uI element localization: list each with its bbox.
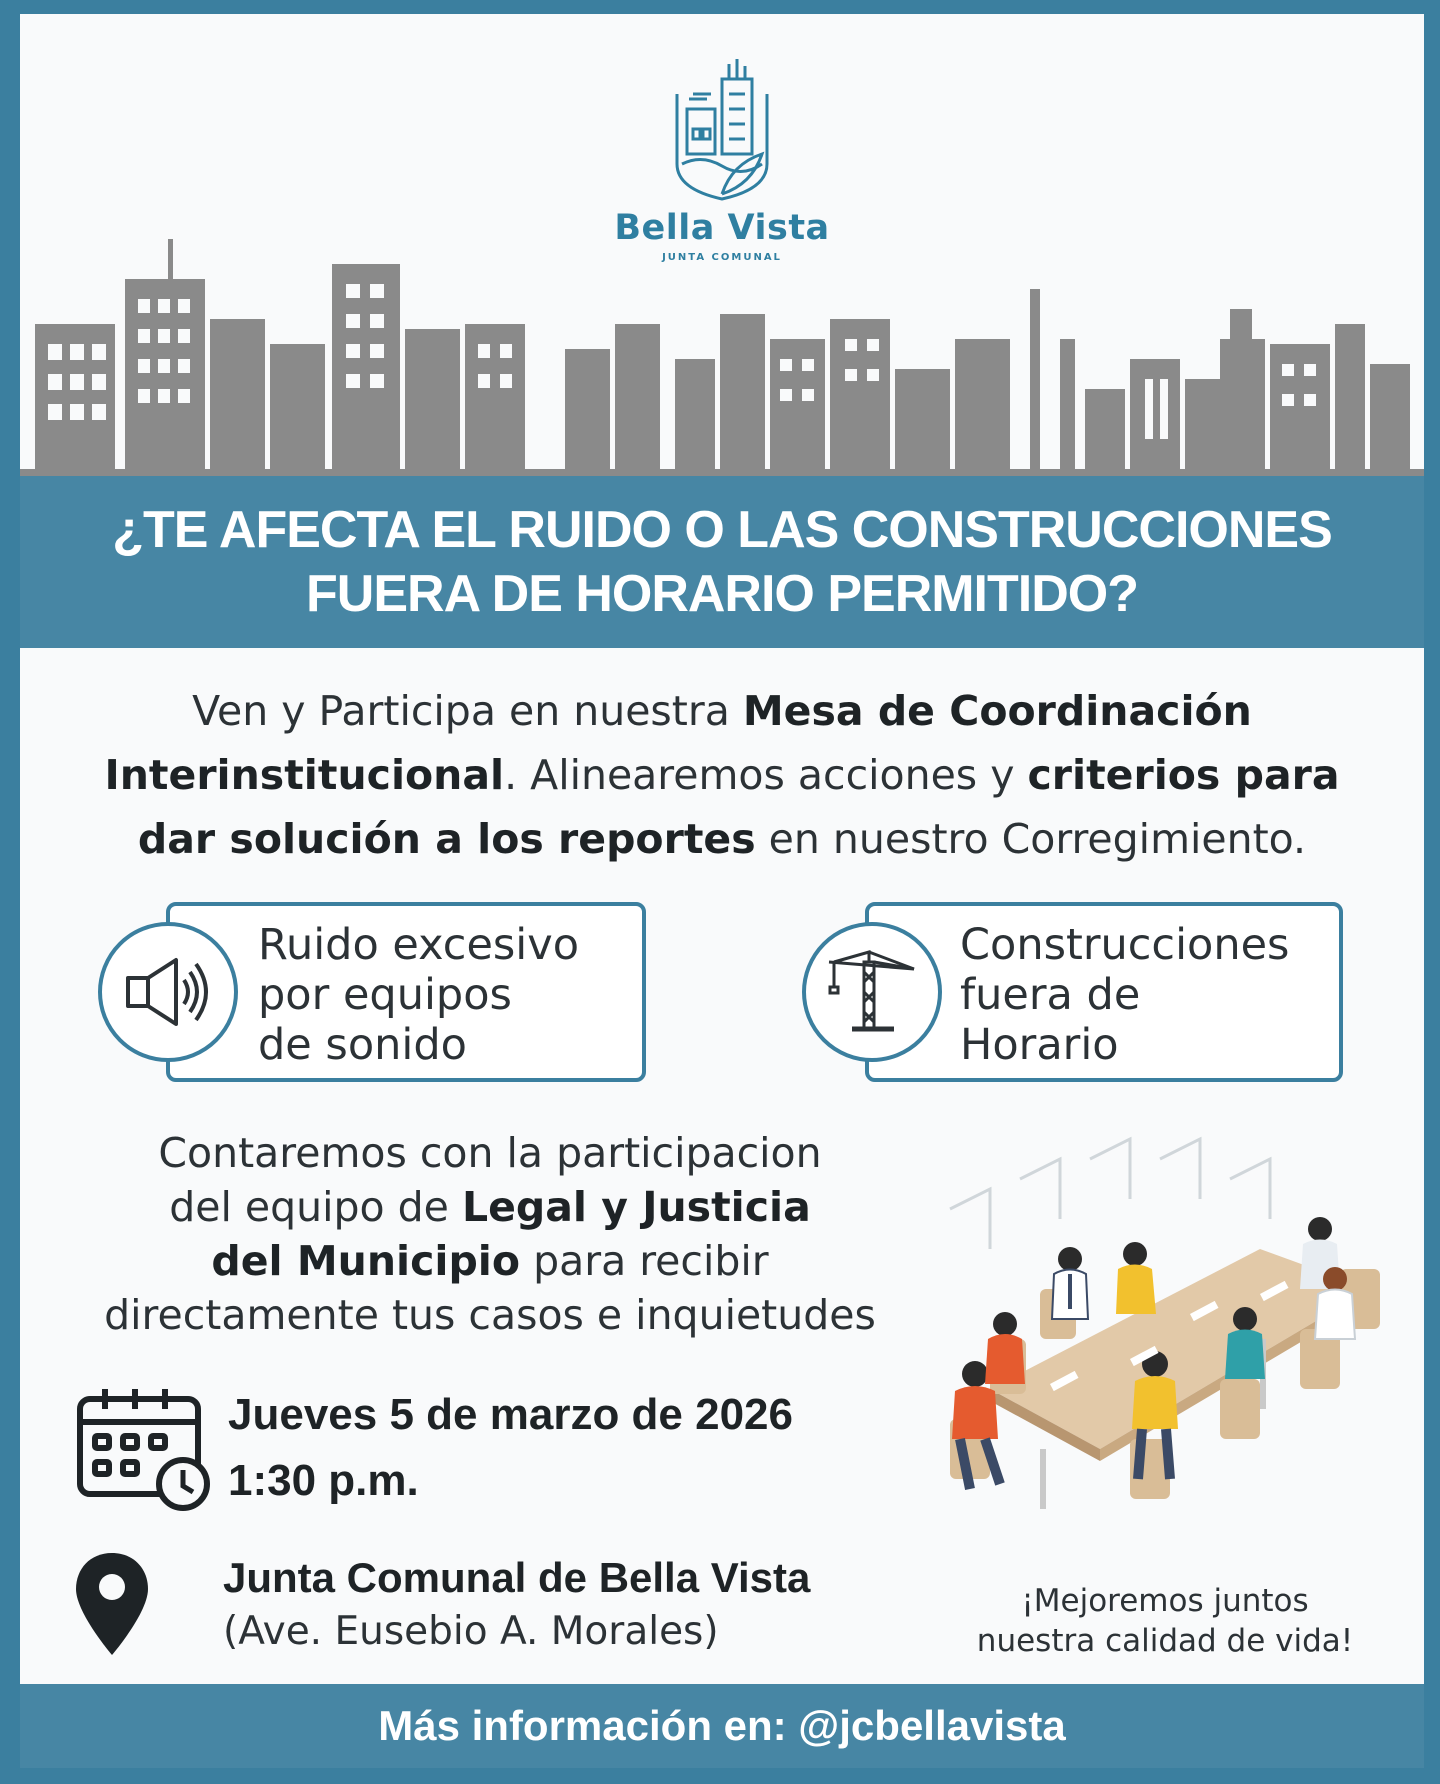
slogan	[940, 1581, 1390, 1661]
participation-bold: Legal y Justicia	[461, 1183, 811, 1231]
title-band	[20, 476, 1424, 648]
topic-line: por equipos	[258, 970, 512, 1020]
speaker-icon	[120, 952, 216, 1032]
meeting-illustration	[930, 1129, 1410, 1529]
topic-text-construction	[960, 920, 1289, 1070]
event-datetime	[228, 1382, 793, 1514]
topic-line: de sonido	[258, 1020, 467, 1070]
topic-icon-circle	[98, 922, 238, 1062]
city-skyline-illustration	[20, 229, 1424, 479]
intro-bold: criterios para	[1027, 751, 1340, 799]
footer-text[interactable]: Más información en: @jcbellavista	[378, 1702, 1066, 1749]
event-date: Jueves 5 de marzo de 2026	[228, 1390, 793, 1439]
topic-line: Horario	[960, 1020, 1119, 1070]
intro-text: en nuestro Corregimiento.	[755, 815, 1307, 863]
title-line-1: ¿TE AFECTA EL RUIDO O LAS CONSTRUCCIONES	[112, 501, 1332, 559]
intro-bold: Mesa de Coordinación	[742, 687, 1252, 735]
participation-text	[60, 1126, 920, 1342]
topic-icon-circle	[802, 922, 942, 1062]
intro-text: Ven y Participa en nuestra	[192, 687, 743, 735]
slogan-line-1: ¡Mejoremos juntos	[1021, 1583, 1309, 1619]
footer-band	[20, 1684, 1424, 1768]
slogan-line-2: nuestra calidad de vida!	[976, 1623, 1354, 1659]
city-shield-icon	[667, 54, 777, 204]
topic-text-noise	[258, 920, 579, 1070]
calendar-clock-icon	[75, 1384, 215, 1514]
intro-bold: dar solución a los reportes	[137, 815, 756, 863]
location-pin-icon	[72, 1549, 152, 1659]
logo-name: Bella Vista	[614, 208, 830, 248]
title-line-2: FUERA DE HORARIO PERMITIDO?	[306, 565, 1138, 623]
crane-icon	[824, 947, 920, 1037]
topic-line: Ruido excesivo	[258, 920, 580, 970]
participation-text-part: del equipo de	[169, 1183, 462, 1231]
participation-line: directamente tus casos e inquietudes	[104, 1291, 876, 1339]
participation-line: Contaremos con la participacion	[158, 1129, 822, 1177]
flyer	[20, 14, 1424, 1768]
topic-line: Construcciones	[960, 920, 1290, 970]
location-address: (Ave. Eusebio A. Morales)	[223, 1609, 719, 1654]
event-time: 1:30 p.m.	[228, 1456, 419, 1505]
participation-text-part: para recibir	[520, 1237, 769, 1285]
location-name: Junta Comunal de Bella Vista	[223, 1554, 811, 1601]
intro-bold: Interinstitucional	[104, 751, 505, 799]
participation-bold: del Municipio	[211, 1237, 521, 1285]
topic-line: fuera de	[960, 970, 1141, 1020]
intro-text: . Alinearemos acciones y	[504, 751, 1028, 799]
logo-subtitle: JUNTA COMUNAL	[662, 252, 782, 263]
intro-paragraph	[60, 679, 1384, 871]
